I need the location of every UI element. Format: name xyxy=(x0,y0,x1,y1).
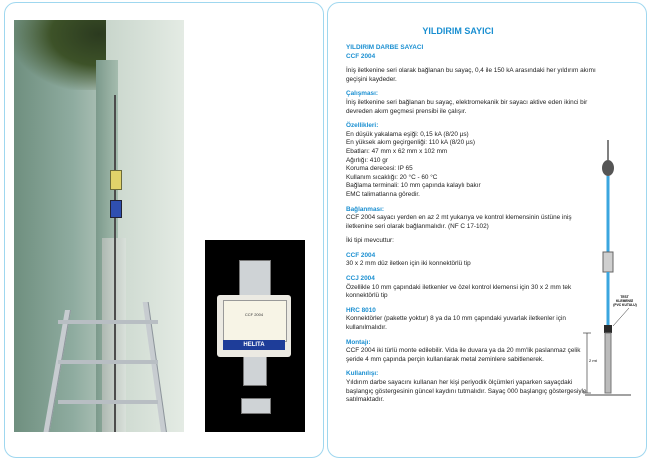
top-terminal xyxy=(239,260,271,298)
ladder-rung xyxy=(58,360,158,364)
product-model-label: CCF 2004 xyxy=(244,312,264,317)
type2-text: Özellikle 10 mm çapındaki iletkenler ve özel kontrol klemensi için 30 x 2 mm tek konnektörlü tip xyxy=(346,283,572,300)
test-clamp-box xyxy=(604,325,612,333)
height-label: 2 mt xyxy=(589,358,597,363)
air-terminal-head xyxy=(602,160,614,176)
feature-item: EMC talimatlarına göredir. xyxy=(346,190,420,198)
test-label-line1: TEST xyxy=(620,295,629,299)
feature-item: En düşük yakalama eşiği: 0,15 kA (8/20 µs) xyxy=(346,130,469,138)
operation-heading: Çalışması: xyxy=(346,90,378,98)
type3-heading: HRC 8010 xyxy=(346,306,376,314)
ladder-rung xyxy=(58,320,158,324)
counter-device xyxy=(603,252,613,272)
connection-text: CCF 2004 sayacı yerden en az 2 mt yukarıya ve kontrol klemensinin üstüne iniş iletkenine seri olarak bağlanmalıdır. (NF C 17-102) xyxy=(346,214,572,230)
ladder-rung xyxy=(58,400,158,404)
feature-item: Koruma derecesi: IP 65 xyxy=(346,165,413,173)
down-conductor xyxy=(114,95,116,432)
types-intro: İki tipi mevcuttur: xyxy=(346,237,394,245)
mounting-heading: Montajı: xyxy=(346,338,371,346)
brand-logo: HELITA xyxy=(223,340,285,350)
operation-text: İniş iletkenine seri bağlanan bu sayaç, elektromekanik bir sayacı aktive eden ikinci bir devreden akım geçmesi prensibi ile çalışır. xyxy=(346,98,588,115)
feature-item: Kullanım sıcaklığı: 20 °C - 60 °C xyxy=(346,173,438,181)
lightning-counter-device xyxy=(110,170,122,190)
installation-photo xyxy=(14,20,184,432)
ground-conduit xyxy=(605,333,611,393)
product-model: CCF 2004 xyxy=(346,52,376,60)
content xyxy=(346,44,596,411)
intro-text: İniş iletkenine seri olarak bağlanan bu sayaç, 0,4 ile 150 kA arasındaki her yıldırım akımı geçişini kaydeder. xyxy=(346,67,596,83)
product-photo xyxy=(205,240,305,432)
type1-heading: CCF 2004 xyxy=(346,251,376,259)
ladder-rail-left xyxy=(43,310,71,432)
feature-item: Bağlama terminali: 10 mm çapında kalaylı bakır xyxy=(346,182,481,190)
bottom-terminal xyxy=(243,352,267,386)
test-label-leader xyxy=(613,308,629,326)
test-label xyxy=(613,295,636,307)
page-title: YILDIRIM SAYICI xyxy=(422,26,494,36)
product-heading: YILDIRIM DARBE SAYACI xyxy=(346,44,424,51)
product-label xyxy=(223,300,287,342)
usage-heading: Kullanılışı: xyxy=(346,370,379,378)
connector-clamp xyxy=(241,398,271,414)
feature-item: Ağırlığı: 410 gr xyxy=(346,156,388,164)
installation-diagram xyxy=(575,140,645,400)
type1-text: 30 x 2 mm düz iletken için iki konnektörlü tip xyxy=(346,260,471,268)
usage-text: Yıldırım darbe sayacını kullanan her kişi periyodik ölçümleri yaparken sayaçdaki başlangıç göstergesinin güncel kaydını tutmalıdır. Sayaç 000 başlangıç göstergesiyle satılmaktadır. xyxy=(346,379,587,404)
test-label-line2: KLEMENSİ xyxy=(616,299,634,303)
mounting-text: CCF 2004 iki türlü monte edilebilir. Vida ile duvara ya da 20 mm'lik paslanmaz çelik şeride 4 mm çapında perçin kullanılarak metal zeminlere sabitlenerek. xyxy=(346,347,581,363)
feature-item: En yüksek akım geçirgenliği: 110 kA (8/20 µs) xyxy=(346,139,475,147)
test-clamp-device xyxy=(110,200,122,218)
type3-text: Konnektörler (pakette yoktur) 8 ya da 10 mm çapındaki yuvarlak iletkenler için kullanılmalıdır. xyxy=(346,315,566,332)
test-label-line3: (PVC KUTULU) xyxy=(613,303,637,307)
features-heading: Özellikleri: xyxy=(346,122,379,130)
connection-heading: Bağlanması: xyxy=(346,205,385,213)
type2-heading: CCJ 2004 xyxy=(346,275,375,283)
feature-item: Ebatları: 47 mm x 62 mm x 102 mm xyxy=(346,147,448,155)
